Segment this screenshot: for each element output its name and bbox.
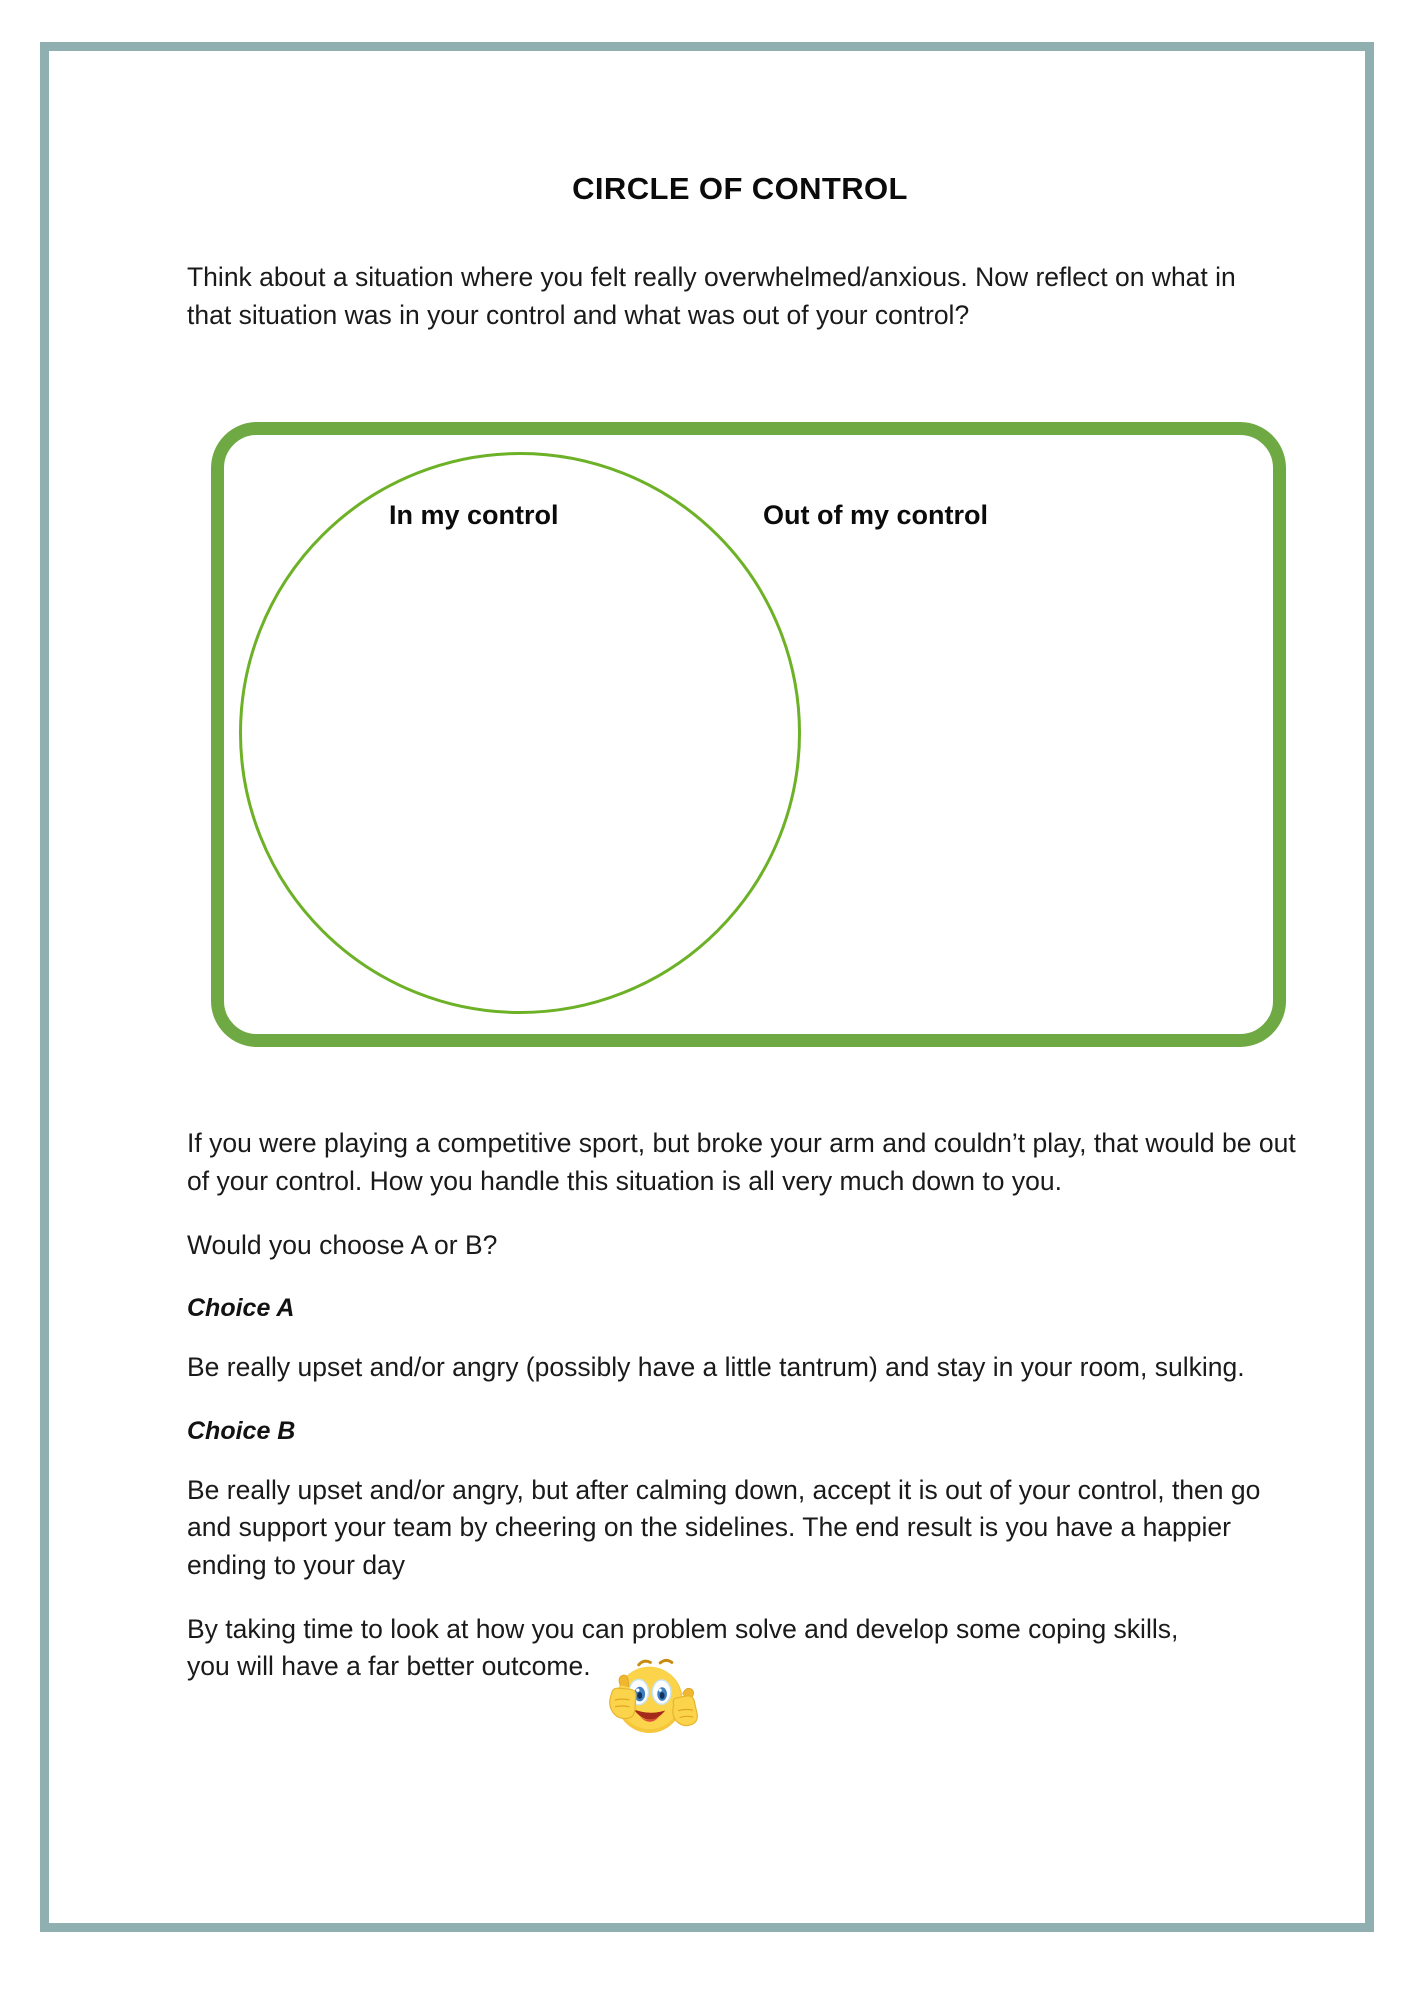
page-border-frame [40, 42, 1374, 1932]
page-title: CIRCLE OF CONTROL [572, 171, 908, 206]
circle-of-control-diagram [211, 422, 1286, 1047]
choice-b-body: Be really upset and/or angry, but after calming down, accept it is out of your control, then go and support your team by cheering on the sidelines. The end result is you have a happier ending to your day [187, 1474, 1261, 1580]
choice-b-heading: Choice B [187, 1416, 296, 1445]
intro-paragraph: Think about a situation where you felt really overwhelmed/anxious. Now reflect on what in that situation was in your control and what was out of your control? [187, 262, 1236, 330]
content-column [187, 171, 1307, 1686]
out-of-my-control-label: Out of my control [763, 500, 988, 531]
question-paragraph: Would you choose A or B? [187, 1229, 498, 1260]
closing-block [187, 1611, 1307, 1686]
example-paragraph: If you were playing a competitive sport, but broke your arm and couldn’t play, that would be out of your control. How you handle this situation is all very much down to you. [187, 1128, 1296, 1196]
closing-paragraph: By taking time to look at how you can problem solve and develop some coping skills, you will have a far better outcome. [187, 1613, 1179, 1682]
thumbs-up-smiley-emoji [592, 1647, 704, 1745]
in-my-control-label: In my control [389, 500, 559, 531]
choice-a-heading: Choice A [187, 1294, 295, 1323]
in-control-circle[interactable] [239, 452, 801, 1014]
choice-a-body: Be really upset and/or angry (possibly have a little tantrum) and stay in your room, sulking. [187, 1352, 1245, 1383]
